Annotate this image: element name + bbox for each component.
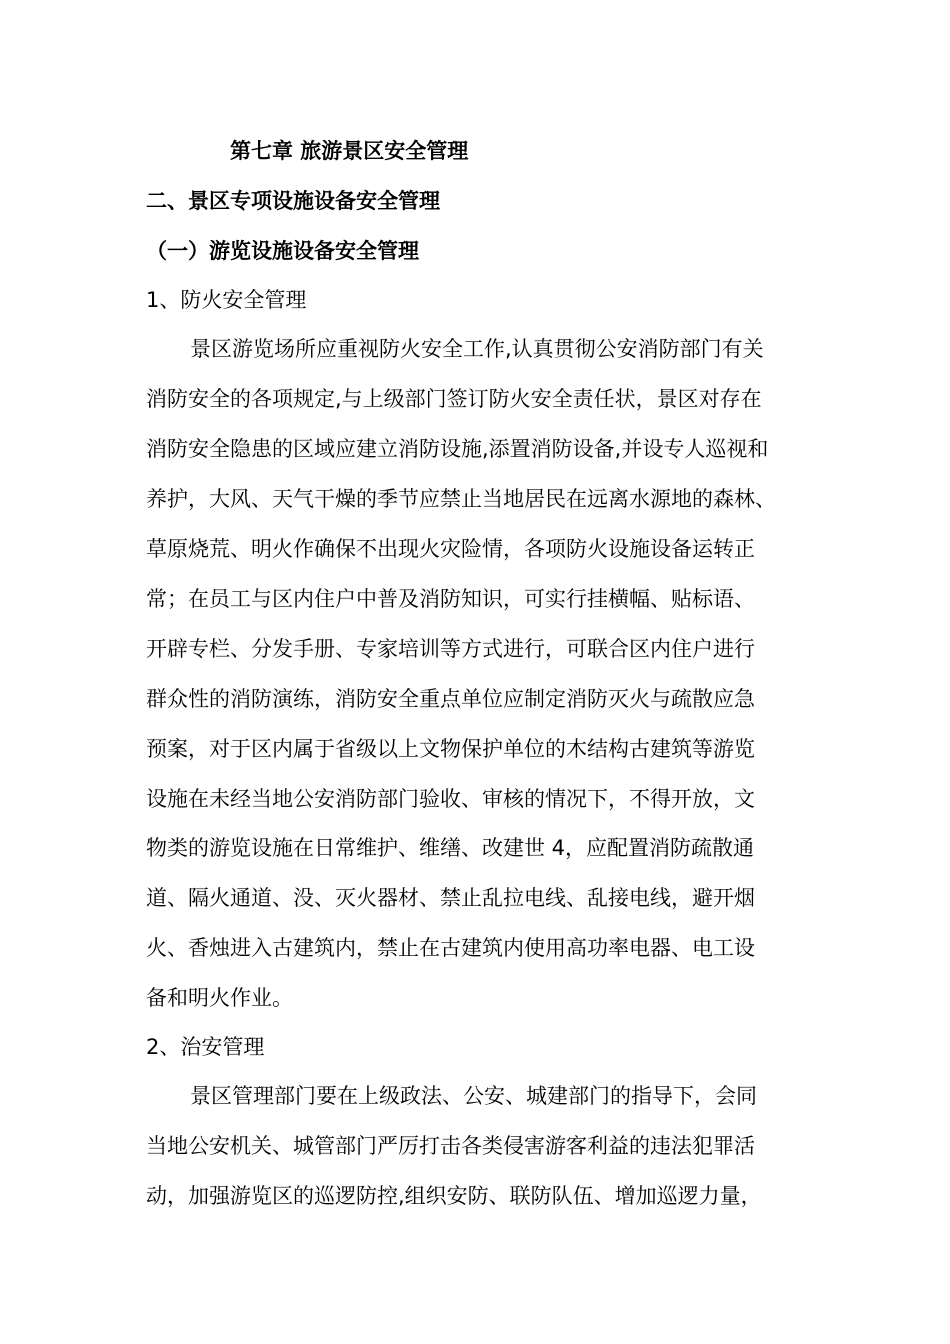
paragraph-line: 开辟专栏、分发手册、专家培训等方式进行，可联合区内住户进行	[146, 637, 755, 661]
paragraph-line: 当地公安机关、城管部门严厉打击各类侵害游客利益的违法犯罪活	[146, 1134, 755, 1158]
paragraph-line: 动，加强游览区的巡逻防控,组织安防、联防队伍、增加巡逻力量，	[146, 1184, 762, 1208]
paragraph-line: 景区游览场所应重视防火安全工作,认真贯彻公安消防部门有关	[190, 337, 764, 361]
paragraph-line: 预案，对于区内属于省级以上文物保护单位的木结构古建筑等游览	[146, 737, 755, 761]
paragraph-line: 消防安全的各项规定,与上级部门签订防火安全责任状，景区对存在	[146, 387, 762, 411]
fire-heading: 1、防火安全管理	[146, 288, 307, 312]
paragraph-line: 消防安全隐患的区域应建立消防设施,添置消防设备,并设专人巡视和	[146, 437, 769, 461]
paragraph-line: 物类的游览设施在日常维护、维缮、改建世 4，应配置消防疏散通	[146, 836, 755, 860]
chapter-title: 第七章 旅游景区安全管理	[230, 139, 469, 163]
subsection-title: （一）游览设施设备安全管理	[146, 239, 419, 263]
paragraph-line: 群众性的消防演练，消防安全重点单位应制定消防灭火与疏散应急	[146, 687, 755, 711]
paragraph-line: 备和明火作业。	[146, 986, 293, 1010]
paragraph-line: 养护，大风、天气干燥的季节应禁止当地居民在远离水源地的森林、	[146, 487, 776, 511]
paragraph-line: 景区管理部门要在上级政法、公安、城建部门的指导下，会同	[190, 1084, 757, 1108]
paragraph-line: 火、香烛进入古建筑内，禁止在古建筑内使用高功率电器、电工设	[146, 936, 755, 960]
section-title: 二、景区专项设施设备安全管理	[146, 189, 440, 213]
paragraph-line: 常；在员工与区内住户中普及消防知识，可实行挂横幅、贴标语、	[146, 587, 755, 611]
paragraph-line: 道、隔火通道、没、灭火器材、禁止乱拉电线、乱接电线，避开烟	[146, 886, 755, 910]
paragraph-line: 草原烧荒、明火作确保不出现火灾险情，各项防火设施设备运转正	[146, 537, 755, 561]
security-heading: 2、治安管理	[146, 1035, 265, 1059]
paragraph-line: 设施在未经当地公安消防部门验收、审核的情况下，不得开放，文	[146, 787, 755, 811]
